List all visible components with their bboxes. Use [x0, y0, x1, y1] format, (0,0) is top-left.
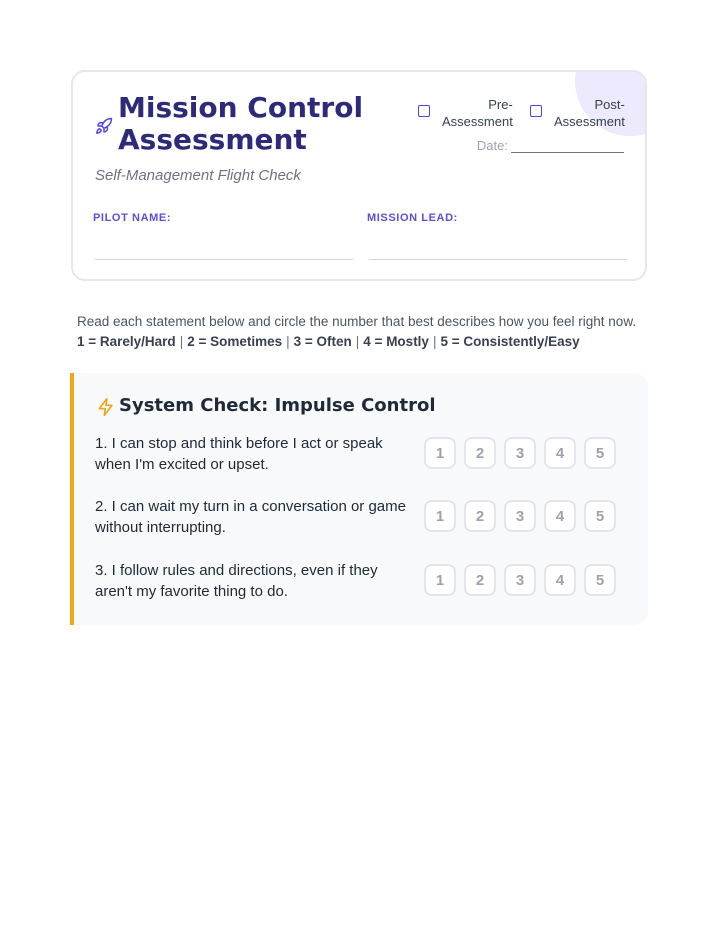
question-3: 3. I follow rules and directions, even if they aren't my favorite thing to do.	[95, 562, 378, 600]
divider: |	[432, 334, 437, 349]
rating-row-2	[424, 500, 616, 532]
divider: |	[355, 334, 360, 349]
instructions-text: Read each statement below and circle the number that best describes how you feel right now.	[77, 314, 637, 329]
rating-option[interactable]: 4	[544, 500, 576, 532]
rating-row-3	[424, 564, 616, 596]
scale-item: 3 = Often	[293, 334, 352, 349]
pre-assessment-option[interactable]	[418, 96, 513, 130]
rating-option[interactable]: 5	[584, 500, 616, 532]
section-title: System Check: Impulse Control	[119, 395, 436, 416]
page-subtitle: Self-Management Flight Check	[95, 167, 301, 184]
date-field	[477, 138, 624, 153]
post-assessment-checkbox[interactable]	[530, 105, 542, 117]
scale-item: 2 = Sometimes	[187, 334, 283, 349]
pilot-name-field[interactable]	[95, 259, 353, 260]
divider: |	[286, 334, 290, 349]
rating-option[interactable]: 3	[504, 437, 536, 469]
pre-assessment-label: Pre- Assessment	[442, 97, 513, 129]
rating-option[interactable]: 4	[544, 437, 576, 469]
question-1: 1. I can stop and think before I act or speak when I'm excited or upset.	[95, 435, 383, 473]
rating-option[interactable]: 1	[424, 500, 456, 532]
rating-option[interactable]: 3	[504, 500, 536, 532]
rating-option[interactable]: 3	[504, 564, 536, 596]
scale-item: 4 = Mostly	[363, 334, 429, 349]
pre-assessment-checkbox[interactable]	[418, 105, 430, 117]
scale-item: 1 = Rarely/Hard	[77, 334, 176, 349]
pilot-name-label: PILOT NAME:	[93, 212, 172, 224]
rocket-icon	[95, 117, 113, 135]
date-label: Date:	[476, 138, 508, 153]
date-input-line[interactable]	[511, 140, 624, 153]
mission-lead-label: MISSION LEAD:	[367, 212, 458, 224]
rating-option[interactable]: 1	[424, 437, 456, 469]
page-title: Mission Control Assessment	[118, 91, 364, 156]
rating-row-1	[424, 437, 616, 469]
rating-option[interactable]: 2	[464, 500, 496, 532]
bolt-icon	[96, 397, 116, 417]
impulse-control-section	[70, 373, 648, 625]
question-2: 2. I can wait my turn in a conversation or game without interrupting.	[95, 498, 406, 536]
rating-option[interactable]: 2	[464, 437, 496, 469]
post-assessment-option[interactable]	[530, 96, 625, 130]
rating-option[interactable]: 5	[584, 564, 616, 596]
post-assessment-label: Post- Assessment	[554, 97, 625, 129]
rating-scale-legend	[77, 333, 667, 350]
header-card	[71, 70, 647, 281]
rating-option[interactable]: 2	[464, 564, 496, 596]
divider: |	[179, 334, 184, 349]
rating-option[interactable]: 4	[544, 564, 576, 596]
rating-option[interactable]: 5	[584, 437, 616, 469]
mission-lead-field[interactable]	[369, 259, 627, 260]
instructions	[77, 313, 667, 350]
scale-item: 5 = Consistently/Easy	[440, 334, 580, 349]
rating-option[interactable]: 1	[424, 564, 456, 596]
